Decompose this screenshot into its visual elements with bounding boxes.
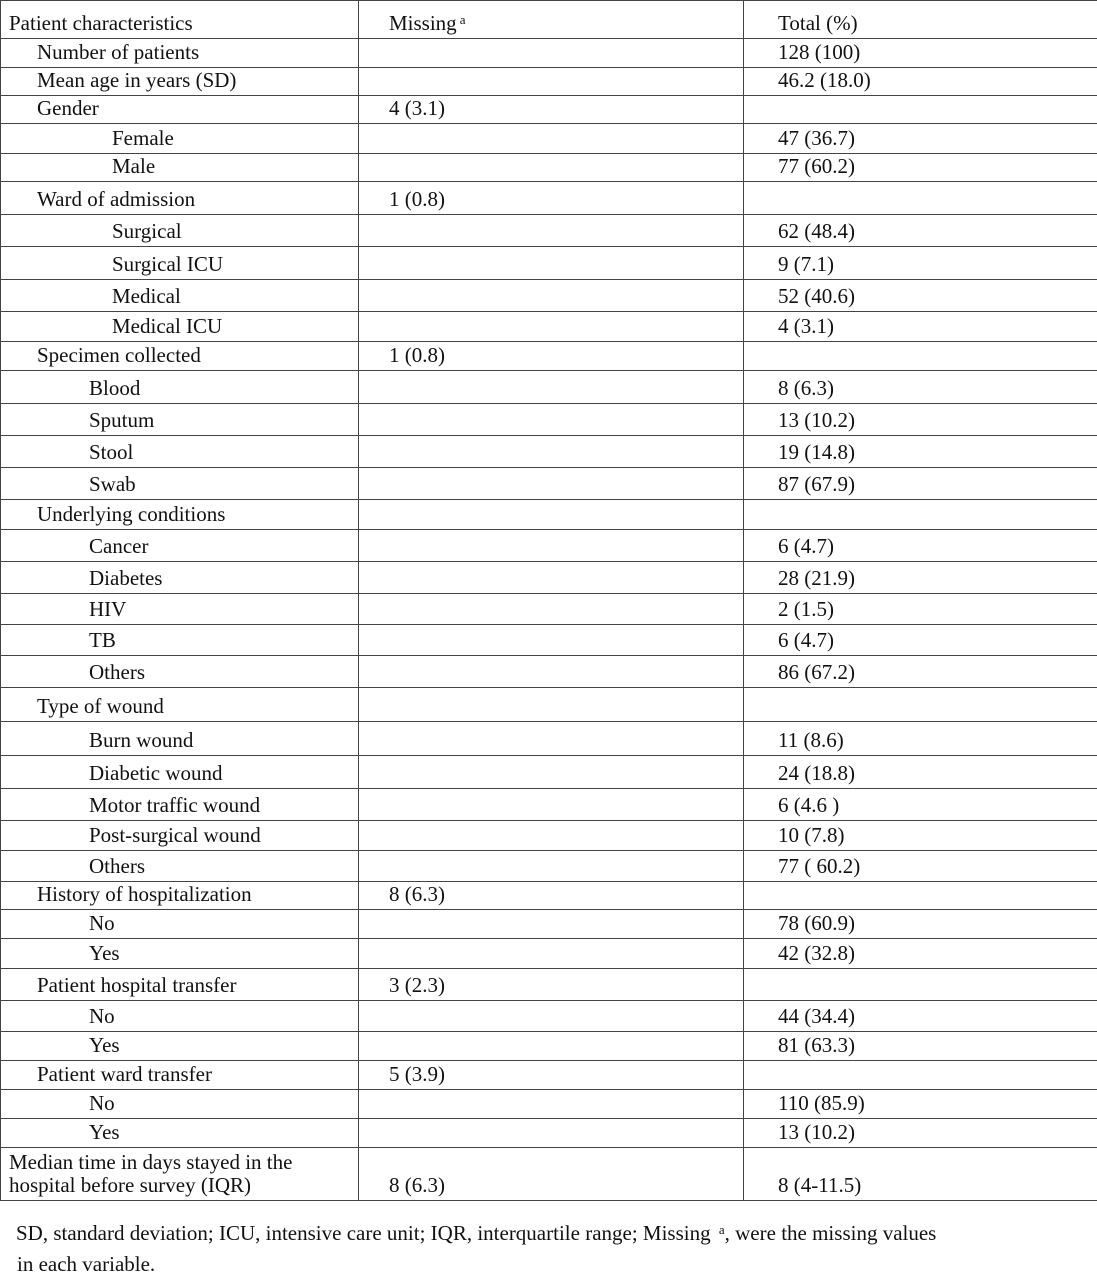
header-missing: Missing $^a$ (359, 1, 744, 39)
row-missing-cell (359, 124, 744, 154)
row-label-cell: Medical (1, 280, 359, 312)
row-total-cell: 62 (48.4) (744, 215, 1097, 247)
row-total-cell (744, 882, 1097, 910)
row-total-cell: 44 (34.4) (744, 1001, 1097, 1032)
table-row (1, 96, 1097, 124)
row-missing-cell (359, 821, 744, 851)
row-total-cell: 13 (10.2) (744, 404, 1097, 436)
table-header-row (1, 1, 1097, 39)
row-missing-cell (359, 1119, 744, 1148)
row-missing-cell (359, 625, 744, 656)
row-missing-cell (359, 1032, 744, 1061)
table-row (1, 468, 1097, 500)
row-label-cell: TB (1, 625, 359, 656)
row-total-cell: 77 (60.2) (744, 154, 1097, 182)
row-label-cell: Patient hospital transfer (1, 969, 359, 1001)
row-total-cell (744, 500, 1097, 530)
table-row (1, 1119, 1097, 1148)
row-total-cell: 11 (8.6) (744, 722, 1097, 756)
row-total-cell: 128 (100) (744, 39, 1097, 68)
row-missing-cell (359, 594, 744, 625)
row-label-cell: Gender (1, 96, 359, 124)
row-label-cell: Others (1, 656, 359, 688)
table-row (1, 882, 1097, 910)
row-missing-cell (359, 404, 744, 436)
row-missing-cell: 4 (3.1) (359, 96, 744, 124)
row-label-cell: Post-surgical wound (1, 821, 359, 851)
row-total-cell: 9 (7.1) (744, 247, 1097, 280)
row-missing-cell (359, 500, 744, 530)
row-label-cell: No (1, 910, 359, 939)
table-row (1, 68, 1097, 96)
table-row (1, 625, 1097, 656)
table-row (1, 1090, 1097, 1119)
row-missing-cell (359, 154, 744, 182)
row-missing-cell (359, 39, 744, 68)
table-row (1, 1148, 1097, 1201)
row-missing-cell (359, 436, 744, 468)
row-label-cell: Female (1, 124, 359, 154)
row-total-cell: 6 (4.7) (744, 530, 1097, 562)
table-row (1, 851, 1097, 882)
row-total-cell: 52 (40.6) (744, 280, 1097, 312)
row-total-cell: 6 (4.6 ) (744, 789, 1097, 821)
table-row (1, 39, 1097, 68)
row-label-cell: Diabetic wound (1, 756, 359, 789)
row-total-cell: 8 (4-11.5) (744, 1148, 1097, 1201)
row-total-cell: 78 (60.9) (744, 910, 1097, 939)
table-row (1, 124, 1097, 154)
row-label-cell: Blood (1, 371, 359, 404)
table-row (1, 1001, 1097, 1032)
table-row (1, 247, 1097, 280)
table-row (1, 404, 1097, 436)
row-total-cell: 46.2 (18.0) (744, 68, 1097, 96)
table-row (1, 821, 1097, 851)
table-row (1, 154, 1097, 182)
table-row (1, 656, 1097, 688)
row-label-cell: Ward of admission (1, 182, 359, 215)
row-missing-cell (359, 530, 744, 562)
table-row (1, 688, 1097, 722)
row-total-cell: 2 (1.5) (744, 594, 1097, 625)
header-patient-characteristics: Patient characteristics (1, 1, 359, 39)
table-row (1, 789, 1097, 821)
row-label-cell: Motor traffic wound (1, 789, 359, 821)
row-label-cell: Surgical (1, 215, 359, 247)
table-row (1, 312, 1097, 342)
row-total-cell: 87 (67.9) (744, 468, 1097, 500)
row-missing-cell: 5 (3.9) (359, 1061, 744, 1090)
table-row (1, 1061, 1097, 1090)
row-label-cell: Yes (1, 1119, 359, 1148)
row-missing-cell (359, 312, 744, 342)
table-row (1, 1032, 1097, 1061)
table-row (1, 530, 1097, 562)
row-label-cell: Sputum (1, 404, 359, 436)
row-total-cell: 47 (36.7) (744, 124, 1097, 154)
row-total-cell (744, 969, 1097, 1001)
row-label-cell: Mean age in years (SD) (1, 68, 359, 96)
row-label-cell: Medical ICU (1, 312, 359, 342)
table-row (1, 280, 1097, 312)
row-missing-cell (359, 280, 744, 312)
table-body (1, 39, 1097, 1201)
table-row (1, 562, 1097, 594)
row-total-cell (744, 182, 1097, 215)
table-row (1, 342, 1097, 371)
row-missing-cell (359, 756, 744, 789)
table-footnote: SD, standard deviation; ICU, intensive care unit; IQR, interquartile range; Missing $^a$, were the missing values in each variable. (16, 1221, 937, 1276)
row-total-cell: 110 (85.9) (744, 1090, 1097, 1119)
row-missing-cell (359, 1090, 744, 1119)
row-total-cell: 77 ( 60.2) (744, 851, 1097, 882)
row-total-cell: 10 (7.8) (744, 821, 1097, 851)
row-label-cell: Male (1, 154, 359, 182)
footnote-mark: a (459, 12, 466, 27)
table-row (1, 182, 1097, 215)
row-label-cell: Swab (1, 468, 359, 500)
table-row (1, 371, 1097, 404)
row-label-cell: No (1, 1001, 359, 1032)
table-row (1, 215, 1097, 247)
row-label-cell: Specimen collected (1, 342, 359, 371)
row-label-cell: HIV (1, 594, 359, 625)
row-missing-cell (359, 562, 744, 594)
table-row (1, 910, 1097, 939)
row-missing-cell: 8 (6.3) (359, 882, 744, 910)
row-missing-cell (359, 789, 744, 821)
row-total-cell: 13 (10.2) (744, 1119, 1097, 1148)
row-missing-cell (359, 851, 744, 882)
row-label-cell: Patient ward transfer (1, 1061, 359, 1090)
header-total: Total (%) (744, 1, 1097, 39)
table-row (1, 722, 1097, 756)
row-total-cell: 42 (32.8) (744, 939, 1097, 969)
row-label-cell: Burn wound (1, 722, 359, 756)
row-missing-cell: 1 (0.8) (359, 182, 744, 215)
row-label-cell: Type of wound (1, 688, 359, 722)
table-row (1, 969, 1097, 1001)
row-label-cell: No (1, 1090, 359, 1119)
row-label-cell: Yes (1, 1032, 359, 1061)
row-missing-cell (359, 910, 744, 939)
row-label-cell: Yes (1, 939, 359, 969)
row-total-cell (744, 688, 1097, 722)
row-total-cell (744, 342, 1097, 371)
row-label-cell: Stool (1, 436, 359, 468)
table-row (1, 436, 1097, 468)
row-total-cell: 86 (67.2) (744, 656, 1097, 688)
row-missing-cell (359, 1001, 744, 1032)
table-row (1, 756, 1097, 789)
row-missing-cell (359, 468, 744, 500)
table-row (1, 939, 1097, 969)
row-label-cell: Diabetes (1, 562, 359, 594)
row-label-cell: Underlying conditions (1, 500, 359, 530)
row-total-cell: 4 (3.1) (744, 312, 1097, 342)
row-missing-cell (359, 656, 744, 688)
row-label-cell: History of hospitalization (1, 882, 359, 910)
row-missing-cell: 8 (6.3) (359, 1148, 744, 1201)
row-missing-cell (359, 68, 744, 96)
row-total-cell: 6 (4.7) (744, 625, 1097, 656)
row-total-cell: 19 (14.8) (744, 436, 1097, 468)
row-missing-cell: 3 (2.3) (359, 969, 744, 1001)
table-row (1, 594, 1097, 625)
row-total-cell (744, 1061, 1097, 1090)
row-missing-cell (359, 688, 744, 722)
table-row (1, 500, 1097, 530)
row-missing-cell (359, 215, 744, 247)
row-missing-cell (359, 247, 744, 280)
row-missing-cell (359, 722, 744, 756)
row-label-cell: Others (1, 851, 359, 882)
row-total-cell: 28 (21.9) (744, 562, 1097, 594)
row-label-cell: Cancer (1, 530, 359, 562)
row-label-cell: Number of patients (1, 39, 359, 68)
row-missing-cell: 1 (0.8) (359, 342, 744, 371)
row-total-cell (744, 96, 1097, 124)
row-total-cell: 24 (18.8) (744, 756, 1097, 789)
row-missing-cell (359, 371, 744, 404)
row-missing-cell (359, 939, 744, 969)
row-total-cell: 8 (6.3) (744, 371, 1097, 404)
row-label-cell: Surgical ICU (1, 247, 359, 280)
row-total-cell: 81 (63.3) (744, 1032, 1097, 1061)
row-label-cell: Median time in days stayed in the hospital before survey (IQR) (1, 1148, 359, 1201)
